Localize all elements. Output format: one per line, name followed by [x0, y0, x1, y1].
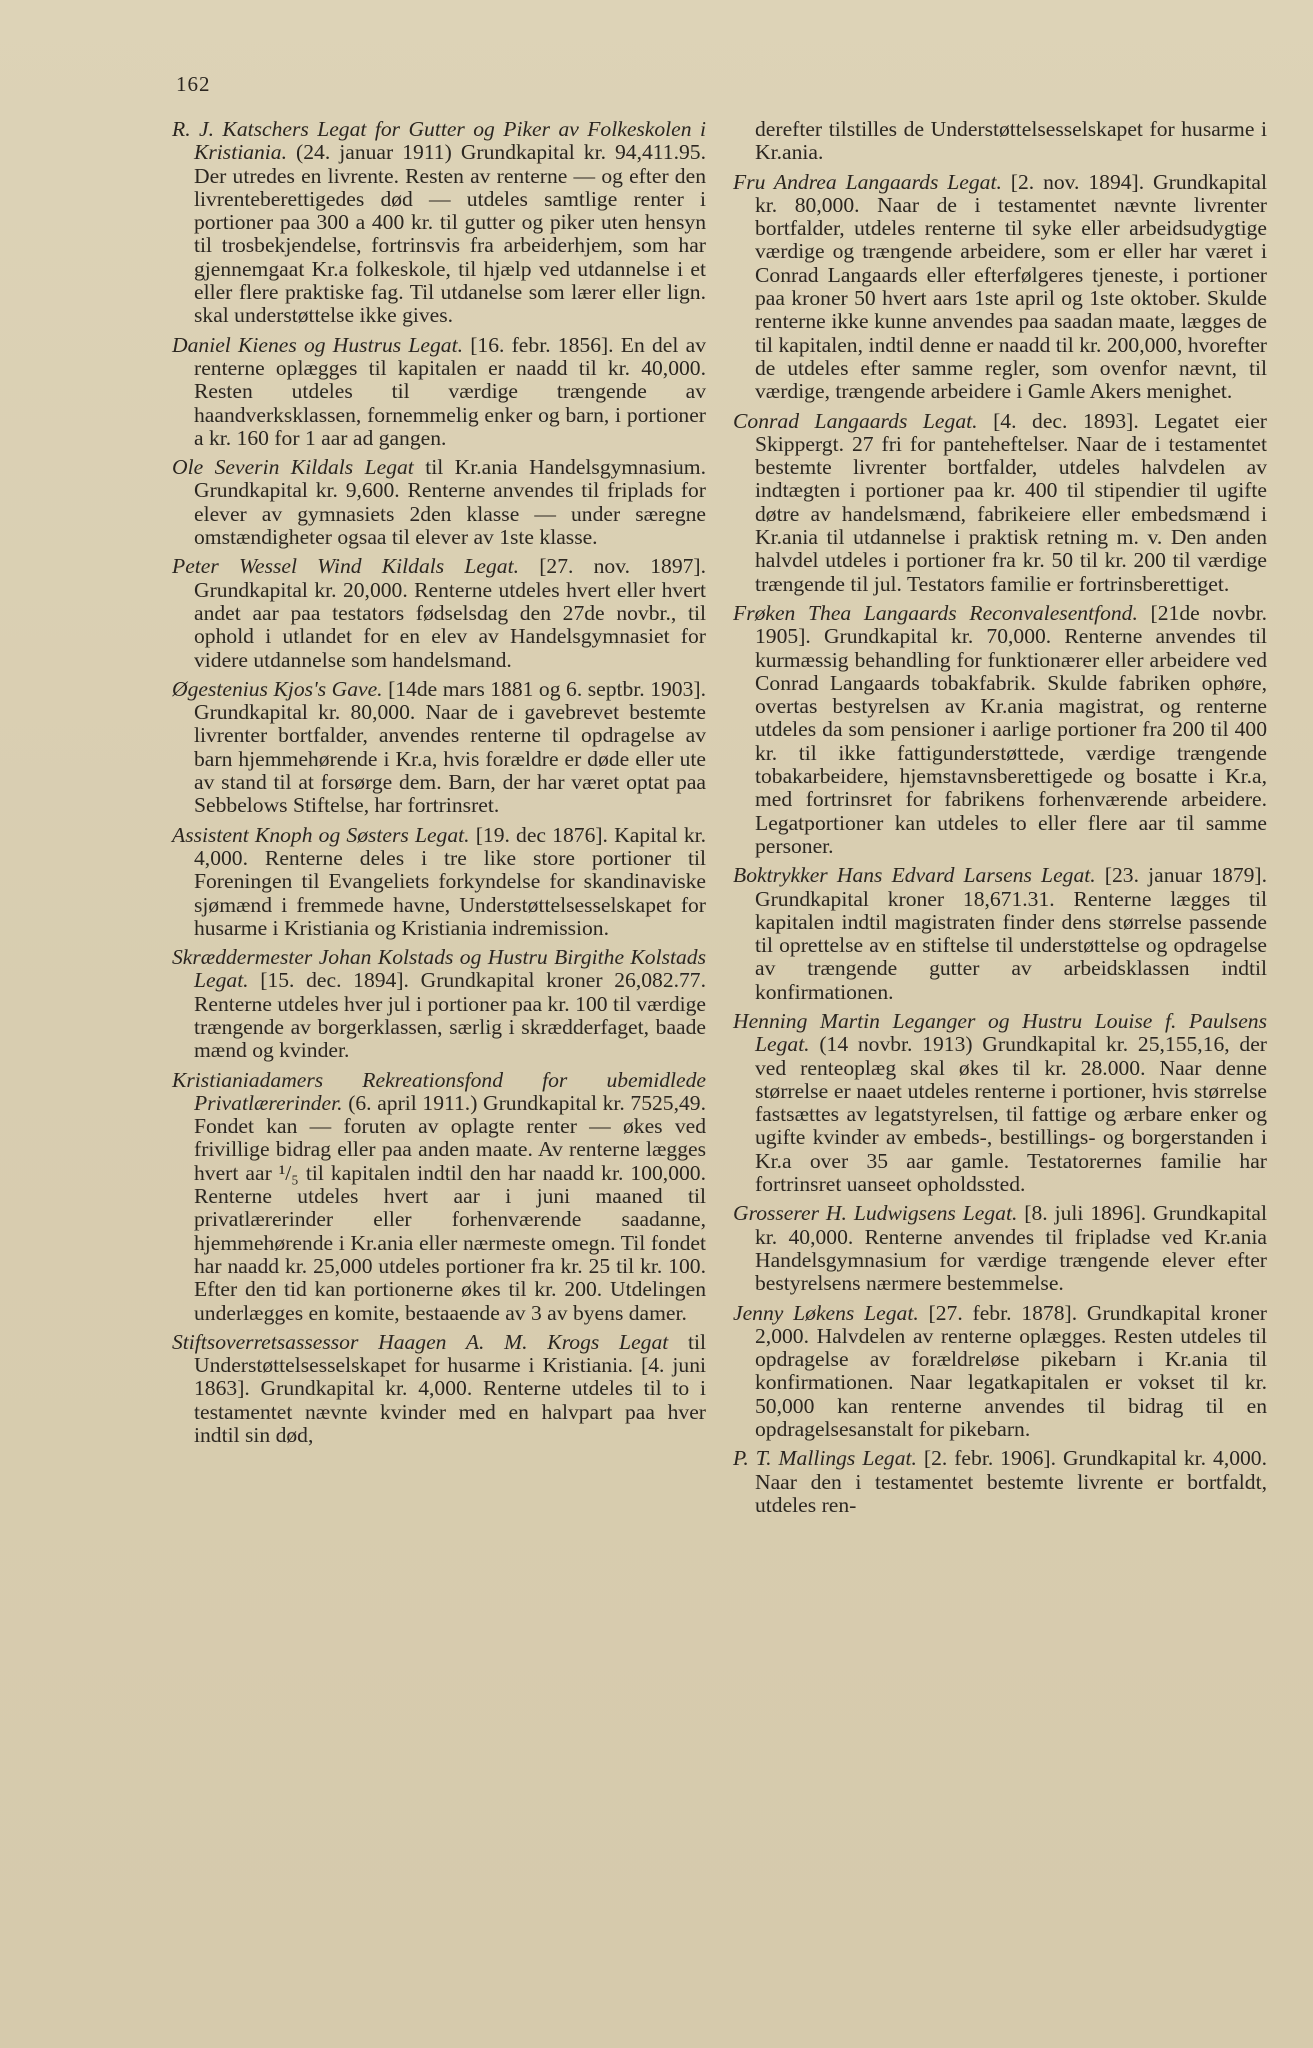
entry-body: [15. dec. 1894]. Grundkapital kroner 26,082.77. Renterne utdeles hver jul i portioner paa kr. 100 til værdige trængende av borgerklassen, særlig i skrædderfaget, baade mænd og kvinder. [194, 968, 706, 1063]
legat-entry [172, 118, 706, 328]
entry-body: (6. april 1911.) Grundkapital kr. 7525,49. Fondet kan — foruten av oplagte renter — økes ved frivillige bidrag eller paa anden maate. Av renterne lægges hvert aar ¹/₅ til kapitalen indtil den har naadd kr. 100,000. Renterne utdeles hvert aar i juni maaned til privatlærerinder eller forhenværende saadanne, hjemmehørende i Kr.ania eller nærmeste omegn. Til fondet har naadd kr. 25,000 utdeles portioner fra kr. 25 til kr. 100. Efter den tid kan portionerne økes til kr. 200. Utdelingen underlægges en komite, bestaaende av 3 av byens damer. [194, 1090, 706, 1325]
entry-body: [2. febr. 1906]. Grundkapital kr. 4,000. Naar den i testamentet bestemte livrente er bortfaldt, utdeles ren- [755, 1446, 1268, 1517]
entry-body: [27. febr. 1878]. Grundkapital kroner 2,000. Halvdelen av renterne oplægges. Resten utdeles til opdragelse av forældreløse pikebarn i Kr.ania til konfirmationen. Naar legatkapitalen er vokset til kr. 50,000 kan renterne anvendes til bidrag til en opdragelsesanstalt for pikebarn. [755, 1300, 1268, 1442]
legat-entry [733, 602, 1267, 858]
entry-body: til Understøttelsesselskapet for husarme i Kristiania. [4. juni 1863]. Grundkapital kr. 4,000. Renterne utdeles til to i testamentet nævnte kvinder med en halvpart paa hver indtil sin død, [194, 1329, 706, 1448]
entry-body: (14 novbr. 1913) Grundkapital kr. 25,155,16, der ved renteoplæg skal økes til kr. 28.000. Naar denne størrelse er naaet utdeles renterne i portioner, hvis størrelse fastsættes av legatstyrelsen, til fattige og ærbare enker og ugifte kvinder av embeds-, bestillings- og borgerstanden i Kr.a over 35 aar gamle. Testatorernes familie har fortrinsret uanseet opholdssted. [755, 1032, 1267, 1197]
entry-title: Boktrykker Hans Edvard Larsens Legat. [733, 863, 1096, 888]
legat-entry [733, 1202, 1267, 1295]
entry-body: til Kr.ania Handelsgymnasium. Grundkapital kr. 9,600. Renterne anvendes til friplads for elever av gymnasiets 2den klasse — under særegne omstændigheter ogsaa til elever av 1ste klasse. [194, 455, 706, 550]
entry-title: Kristianiadamers Rekreationsfond for ubemidlede Privatlærerinder. [172, 1067, 706, 1115]
entry-body: [2. nov. 1894]. Grundkapital kr. 80,000. Naar de i testamentet nævnte livrenter bortfalder, utdeles renterne til syke eller arbeidsudygtige værdige og trængende arbeidere, som er eller har været i Conrad Langaards eller efterfølgeres tjeneste, i portioner paa kroner 50 hvert aars 1ste april og 1ste oktober. Skulde renterne ikke kunne anvendes paa saadan maate, lægges de til kapitalen, indtil denne er naadd til kr. 200,000, hvorefter de utdeles efter samme regler, som ovenfor nævnt, til værdige, trængende arbeidere i Gamle Akers menighet. [755, 169, 1267, 404]
legat-entry [733, 1010, 1267, 1196]
entry-body: [21de novbr. 1905]. Grundkapital kr. 70,000. Renterne anvendes til kurmæssig behandling for funktionærer eller arbeidere ved Conrad Langaards tobakfabrik. Skulde fabriken ophøre, overtas bestyrelsen av Kr.ania magistrat, og renterne utdeles da som pensioner i aarlige portioner fra 200 til 400 kr. til ikke fattigunderstøttede, værdige trængende tobakarbeidere, hjemstavnsberettigede og bosatte i Kr.a, med fortrinsret for fabrikens forhenværende arbeidere. Legatportioner kan utdeles to eller flere aar til samme personer. [755, 600, 1267, 858]
entry-body: [23. januar 1879]. Grundkapital kroner 18,671.31. Renterne lægges til kapitalen indtil magistraten finder dens størrelse passende til oprettelse av en stiftelse til understøttelse og opdragelse av trængende gutter av arbeidsklassen indtil konfirmationen. [755, 863, 1268, 1004]
entry-title: Jenny Løkens Legat. [733, 1300, 919, 1325]
legat-entry [172, 456, 706, 549]
left-column [172, 118, 706, 1453]
entry-body: [16. febr. 1856]. En del av renterne oplægges til kapitalen er naadd til kr. 40,000. Resten utdeles til værdige trængende av haandverksklassen, fornemmelig enker og barn, i portioner a kr. 160 for 1 aar ad gangen. [194, 332, 706, 450]
entry-body: derefter tilstilles de Understøttelsesselskapet for husarme i Kr.ania. [755, 117, 1267, 165]
entry-body: [8. juli 1896]. Grundkapital kr. 40,000. Renterne anvendes til fripladse ved Kr.ania Handelsgymnasium for værdige trængende elever efter bestyrelsens nærmere bestemmelse. [755, 1201, 1267, 1296]
entry-title: Henning Martin Leganger og Hustru Louise f. Paulsens Legat. [733, 1008, 1267, 1057]
page-number: 162 [176, 72, 211, 96]
legat-entry [733, 171, 1267, 404]
entry-title: Assistent Knoph og Søsters Legat. [172, 822, 470, 847]
legat-entry [172, 946, 706, 1062]
entry-title: Frøken Thea Langaards Reconvalesentfond. [733, 600, 1138, 625]
entry-title: Conrad Langaards Legat. [733, 408, 978, 433]
legat-entry [172, 334, 706, 450]
entry-body: (24. januar 1911) Grundkapital kr. 94,411.95. Der utredes en livrente. Resten av renterne — og efter den livrenteberettigedes død — utdeles samtlige renter i portioner paa 300 a 400 kr. til gutter og piker uten hensyn til trosbekjendelse, fortrinsvis fra arbeiderhjem, som har gjennemgaat Kr.a folkeskole, til hjælp ved utdannelse i et eller flere praktiske fag. Til utdanelse som lærer eller lign. skal understøttelse ikke gives. [194, 140, 706, 328]
entry-title: Øgestenius Kjos's Gave. [172, 676, 383, 701]
entry-title: Ole Severin Kildals Legat [172, 455, 414, 480]
right-column [733, 118, 1267, 1523]
legat-entry [172, 678, 706, 818]
entry-body: [27. nov. 1897]. Grundkapital kr. 20,000. Renterne utdeles hvert eller hvert andet aar paa testators fødselsdag den 27de novbr., til ophold i utlandet for en elev av Handelsgymnasiet for videre utdannelse som handelsmand. [194, 554, 706, 672]
entry-title: Daniel Kienes og Hustrus Legat. [172, 332, 463, 357]
entry-body: [19. dec 1876]. Kapital kr. 4,000. Renterne deles i tre like store portioner til Foreningen til Evangeliets forkyndelse for skandinaviske sjømænd i fremmede havne, Understøttelsesselskapet for husarme i Kristiania og Kristiania indremission. [194, 822, 707, 940]
entry-title: R. J. Katschers Legat for Gutter og Piker av Folkeskolen i Kristiania. [172, 117, 706, 165]
legat-entry [733, 1302, 1267, 1442]
legat-entry [172, 824, 706, 940]
entry-body: [14de mars 1881 og 6. septbr. 1903]. Grundkapital kr. 80,000. Naar de i gavebrevet bestemte livrenter bortfalder, anvendes renterne til opdragelse av barn hjemmehørende i Kr.a, hvis forældre er døde eller ute av stand til at forsørge dem. Barn, der har været optat paa Sebbelows Stiftelse, har fortrinsret. [194, 676, 706, 818]
entry-title: Stiftsoverretsassessor Haagen A. M. Krogs Legat [172, 1329, 669, 1354]
legat-entry [172, 1069, 706, 1325]
entry-body: [4. dec. 1893]. Legatet eier Skippergt. 27 fri for panteheftelser. Naar de i testamentet bestemte livrenter bortfalder, utdeles halvdelen av indtægten i portioner paa kr. 400 til stipendier til ugifte døtre av handelsmænd, fabrikeiere eller embedsmænd i Kr.ania til utdannelse i praktisk retning m. v. Den anden halvdel utdeles i portioner fra kr. 50 til kr. 200 til værdige trængende til jul. Testators familie er fortrinsberettiget. [755, 408, 1267, 596]
legat-entry-continuation [733, 118, 1267, 165]
entry-title: Peter Wessel Wind Kildals Legat. [172, 554, 519, 579]
entry-title: P. T. Mallings Legat. [733, 1446, 917, 1471]
legat-entry [172, 555, 706, 671]
legat-entry [172, 1331, 706, 1447]
legat-entry [733, 864, 1267, 1004]
entry-title: Skræddermester Johan Kolstads og Hustru Birgithe Kolstads Legat. [172, 945, 706, 993]
legat-entry [733, 1447, 1267, 1517]
entry-title: Grosserer H. Ludwigsens Legat. [733, 1201, 1018, 1226]
legat-entry [733, 410, 1267, 596]
entry-title: Fru Andrea Langaards Legat. [733, 169, 1002, 194]
